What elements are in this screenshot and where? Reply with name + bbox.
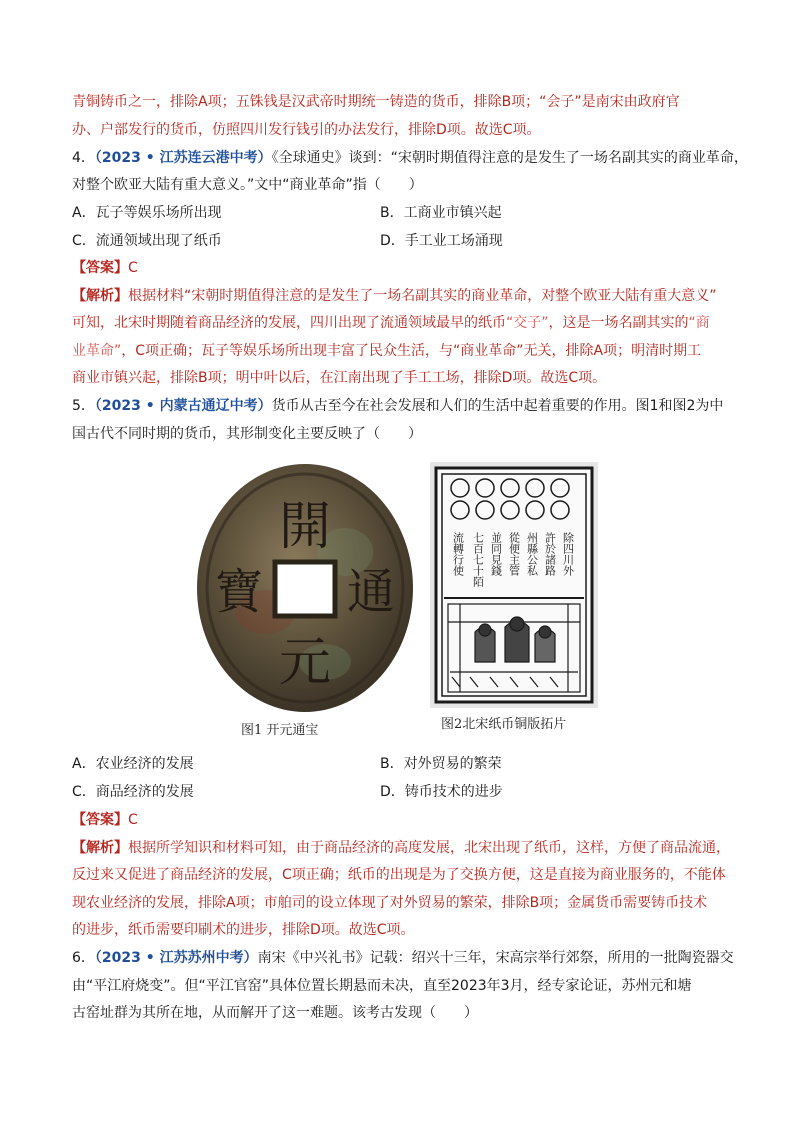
q4-option-c: C．流通领域出现了纸币 <box>72 233 222 249</box>
q4-analysis-line2 <box>72 313 710 333</box>
q5-stem-line2: 国古代不同时期的货币，其形制变化主要反映了（ ） <box>72 426 422 442</box>
coin-char-right: 通 <box>346 564 396 620</box>
banknote-col-2: 許於諸路 <box>543 532 557 576</box>
q6-stem-line1 <box>72 948 734 968</box>
q5-option-a: A．农业经济的发展 <box>72 756 194 772</box>
q5-number: 5． <box>72 398 95 414</box>
banknote-col-3: 州縣公私 <box>525 532 539 576</box>
q4-analysis-line3 <box>72 341 701 361</box>
q4-option-d: D．手工业工场涌现 <box>380 233 503 249</box>
q3-analysis-line1: 青铜铸币之一，排除A项；五铢钱是汉武帝时期统一铸造的货币，排除B项；“会子”是南宋由政府官 <box>72 94 680 110</box>
q5-source: （2023 • 内蒙古通辽中考） <box>94 398 272 414</box>
q4-analysis-label: 【解析】 <box>72 288 128 304</box>
q5-analysis-line1 <box>72 838 730 858</box>
q4-answer-label: 【答案】 <box>72 260 128 276</box>
q6-stem-line2: 由“平江府烧变”。但“平江官窑”具体位置长期悬而未决，直至2023年3月，经专家论证，苏州元和塘 <box>72 978 692 994</box>
fig1-caption: 图1 开元通宝 <box>241 723 319 738</box>
q5-answer-label: 【答案】 <box>72 812 128 828</box>
coin-char-left: 寶 <box>214 564 264 620</box>
q4-analysis-text1: 根据材料“宋朝时期值得注意的是发生了一场名副其实的商业革命，对整个欧亚大陆有重大意义” <box>128 288 717 304</box>
q4-answer <box>72 258 138 278</box>
q4-analysis-text2d: “商 <box>688 315 710 331</box>
coin-char-top: 開 <box>278 497 332 557</box>
northern-song-banknote-image <box>430 462 598 708</box>
q5-option-d: D．铸币技术的进步 <box>380 784 503 800</box>
q4-option-b: B．工商业市镇兴起 <box>380 205 502 221</box>
q6-stem-line3: 古窑址群为其所在地，从而解开了这一难题。该考古发现（ ） <box>72 1005 478 1021</box>
q5-analysis-label: 【解析】 <box>72 840 128 856</box>
kaiyuan-coin-image <box>195 462 415 714</box>
q4-analysis-text2a: 可知，北宋时期随着商品经济的发展，四川出现了流通领域最早的纸币 <box>72 315 506 331</box>
q4-analysis-line1 <box>72 286 717 306</box>
q4-analysis-line4: 商业市镇兴起，排除B项；明中叶以后，在江南出现了手工工场，排除D项。故选C项。 <box>72 370 607 386</box>
q4-source: （2023 • 江苏连云港中考） <box>94 150 272 166</box>
q4-answer-value: C <box>128 260 138 276</box>
banknote-col-7: 流轉行使 <box>451 532 465 576</box>
coin-char-bottom: 元 <box>278 633 332 693</box>
q4-stem-text: 《全球通史》谈到：“宋朝时期值得注意的是发生了一场名副其实的商业革命， <box>271 150 748 166</box>
q5-option-b: B．对外贸易的繁荣 <box>380 756 502 772</box>
q4-analysis-text2b: “交子” <box>506 315 549 331</box>
q4-stem-line2: 对整个欧亚大陆有重大意义。”文中“商业革命”指（ ） <box>72 177 423 193</box>
q5-option-c: C．商品经济的发展 <box>72 784 194 800</box>
q4-analysis-text3b: ，C项正确；瓦子等娱乐场所出现丰富了民众生活，与“商业革命”无关，排除A项；明清时期工 <box>121 343 702 359</box>
q4-stem-line1 <box>72 148 748 168</box>
q6-number: 6． <box>72 950 95 966</box>
q5-answer-value: C <box>128 812 138 828</box>
banknote-col-6: 七百七十陌 <box>471 532 485 587</box>
q4-number: 4． <box>72 150 95 166</box>
fig2-caption: 图2北宋纸币铜版拓片 <box>441 717 567 732</box>
q4-option-a: A．瓦子等娱乐场所出现 <box>72 205 222 221</box>
q5-analysis-line2: 反过来又促进了商品经济的发展，C项正确；纸币的出现是为了交换方便，这是直接为商业服务的，不能体 <box>72 867 726 883</box>
q4-analysis-text2c: ，这是一场名副其实的 <box>548 315 689 331</box>
q3-analysis-line2: 办、户部发行的货币，仿照四川发行钱引的办法发行，排除D项。故选C项。 <box>72 122 541 138</box>
q5-analysis-line3: 现农业经济的发展，排除A项；市舶司的设立体现了对外贸易的繁荣，排除B项；金属货币需要铸币技术 <box>72 895 708 911</box>
q6-source: （2023 • 江苏苏州中考） <box>94 950 258 966</box>
banknote-col-4: 從便主管 <box>507 532 521 576</box>
q5-analysis-line4: 的进步，纸币需要印刷术的进步，排除D项。故选C项。 <box>72 922 415 938</box>
q5-analysis-text1: 根据所学知识和材料可知，由于商品经济的高度发展，北宋出现了纸币，这样，方便了商品流通， <box>128 840 730 856</box>
q5-stem-line1 <box>72 396 723 416</box>
q4-analysis-text3a: 业革命” <box>72 343 122 359</box>
q5-answer <box>72 810 138 830</box>
banknote-col-5: 並同見錢 <box>489 532 503 576</box>
banknote-col-1: 除四川外 <box>561 532 575 576</box>
q5-stem-text: 货币从古至今在社会发展和人们的生活中起着重要的作用。图1和图2为中 <box>271 398 724 414</box>
q6-stem-text: 南宋《中兴礼书》记载：绍兴十三年，宋高宗举行郊祭，所用的一批陶瓷器交 <box>257 950 734 966</box>
